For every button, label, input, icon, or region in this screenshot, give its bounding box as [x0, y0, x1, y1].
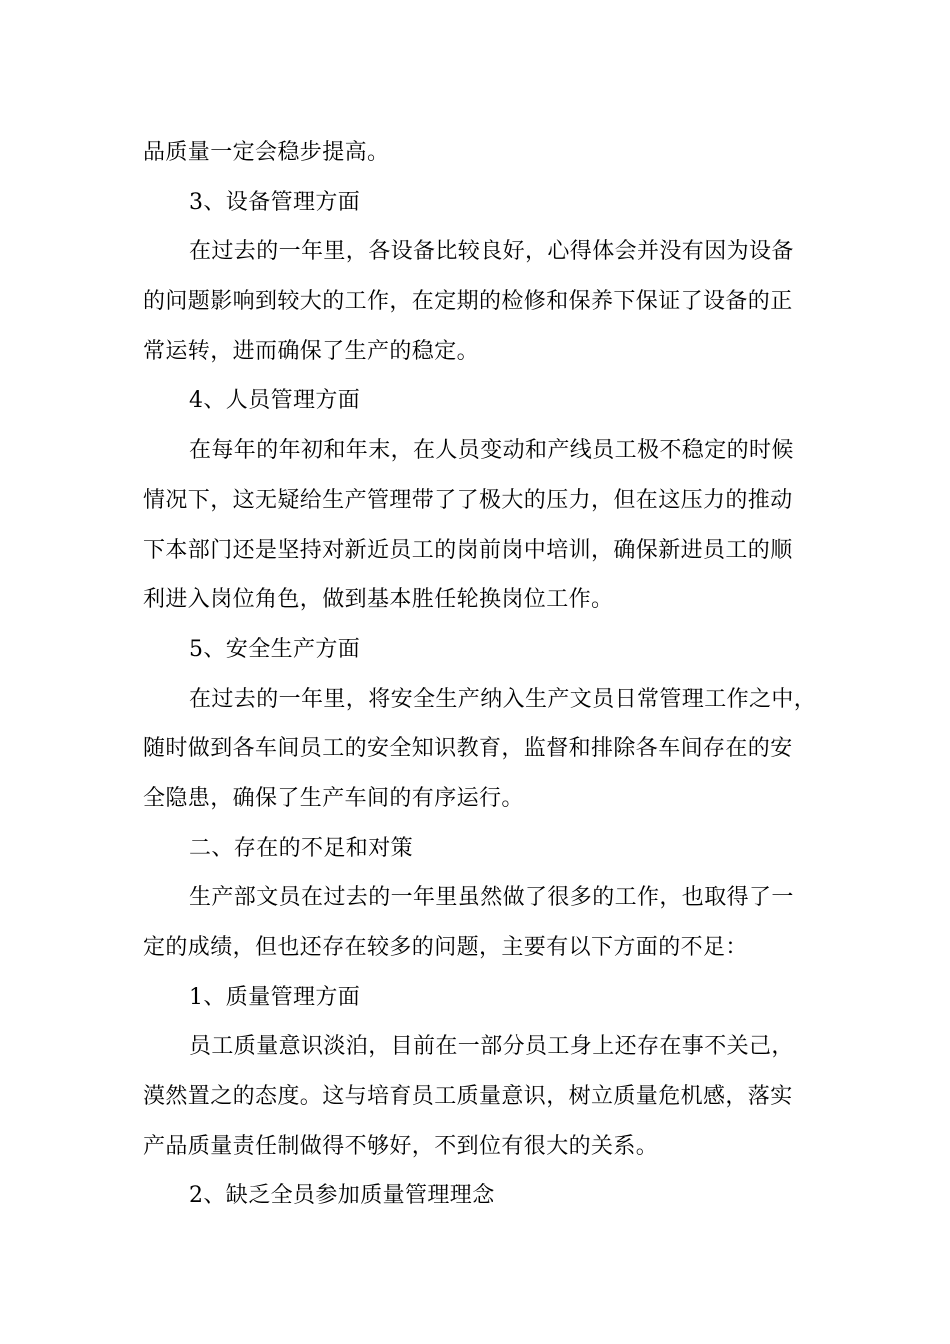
text-line: 定的成绩，但也还存在较多的问题，主要有以下方面的不足： — [143, 935, 748, 960]
text-line: 漠然置之的态度。这与培育员工质量意识，树立质量危机感，落实 — [143, 1084, 793, 1110]
text-line: 产品质量责任制做得不够好，不到位有很大的关系。 — [143, 1133, 659, 1159]
text-line: 常运转，进而确保了生产的稳定。 — [143, 338, 480, 364]
text-line: 在过去的一年里，各设备比较良好，心得体会并没有因为设备 — [189, 239, 794, 265]
text-line: 情况下，这无疑给生产管理带了了极大的压力，但在这压力的推动 — [143, 487, 793, 513]
text-line: 品质量一定会稳步提高。 — [143, 140, 390, 165]
text-line: 在过去的一年里，将安全生产纳入生产文员日常管理工作之中， — [189, 686, 817, 712]
section-heading: 二、存在的不足和对策 — [189, 835, 414, 861]
text-line: 随时做到各车间员工的安全知识教育，监督和排除各车间存在的安 — [143, 736, 793, 762]
text-line: 全隐患，确保了生产车间的有序运行。 — [143, 785, 524, 811]
text-line: 在每年的年初和年末，在人员变动和产线员工极不稳定的时候 — [189, 438, 794, 464]
section-heading: 2、缺乏全员参加质量管理理念 — [189, 1183, 495, 1209]
section-heading: 4、人员管理方面 — [189, 388, 361, 414]
text-line: 生产部文员在过去的一年里虽然做了很多的工作，也取得了一 — [189, 885, 794, 911]
text-line: 利进入岗位角色，做到基本胜任轮换岗位工作。 — [143, 587, 614, 613]
text-line: 的问题影响到较大的工作，在定期的检修和保养下保证了设备的正 — [143, 289, 793, 315]
text-line: 下本部门还是坚持对新近员工的岗前岗中培训，确保新进员工的顺 — [143, 537, 793, 563]
section-heading: 1、质量管理方面 — [189, 984, 361, 1010]
section-heading: 5、安全生产方面 — [189, 636, 361, 662]
section-heading: 3、设备管理方面 — [189, 189, 361, 215]
document-page — [143, 128, 825, 1221]
text-line: 员工质量意识淡泊，目前在一部分员工身上还存在事不关己， — [189, 1034, 794, 1060]
